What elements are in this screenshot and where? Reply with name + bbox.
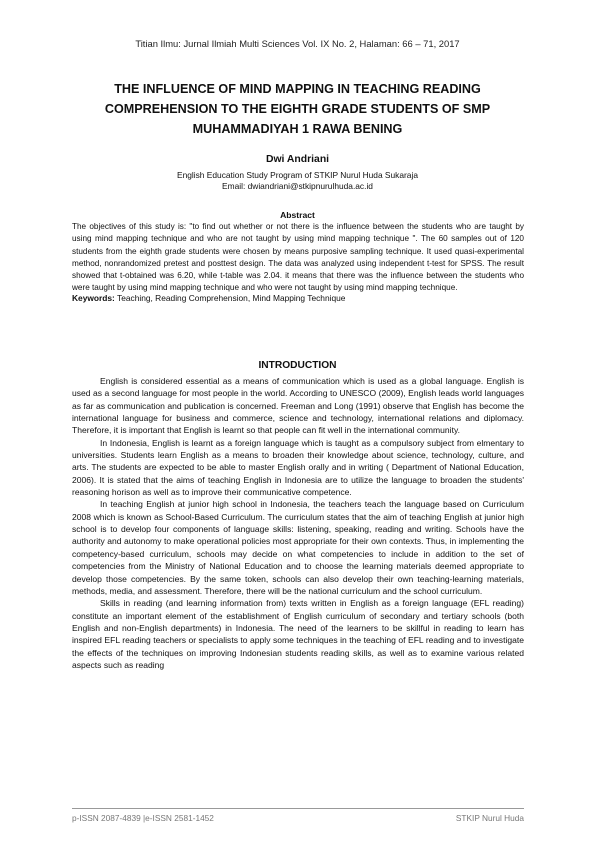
author-email: Email: dwiandriani@stkipnurulhuda.ac.id	[222, 181, 373, 191]
body-text	[72, 375, 524, 671]
body-paragraph: In teaching English at junior high school in Indonesia, the teachers teach the language based on Curriculum 2008 which is known as School-Based Curriculum. The curriculum states that the aim of teaching English at junior high school is to develop four components of language skills: listening, speaking, reading and writing. Schools have the authority and autonomy to make operational policies most appropriate for their own contexts. Thus, in implementing the competency-based curriculum, schools may decide on what competencies to include in addition to the set of competencies from the Ministry of National Education and to choose the learning materials deemed appropriate to develop those competencies. By the same token, schools can also develop their own teaching-learning materials, methods, media, and assessment. Therefore, there will be the national curriculum and the school curriculum.	[72, 499, 524, 596]
footer-publisher: STKIP Nurul Huda	[455, 813, 524, 823]
title-line: COMPREHENSION TO THE EIGHTH GRADE STUDENTS OF SMP	[104, 102, 491, 116]
affiliation-text: English Education Study Program of STKIP Nurul Huda Sukaraja	[177, 170, 418, 180]
keywords	[72, 293, 524, 303]
footer-issn: p-ISSN 2087-4839 |e-ISSN 2581-1452	[72, 813, 214, 823]
body-paragraph: Skills in reading (and learning information from) texts written in English as a foreign language (EFL reading) constitute an important element of the establishment of English curriculum of secondary and tertiary schools (both English and non-English departments) in Indonesia. The need of the learners to be skillful in reading to learn has inspired EFL reading teachers or specialists to apply some techniques in the teaching of EFL reading and to investigate the effects of the techniques on improving Indonesian students reading skills, as well as to examine various related aspects such as reading	[72, 598, 524, 670]
keywords-text: Teaching, Reading Comprehension, Mind Mapping Technique	[114, 293, 346, 303]
section-heading-introduction: INTRODUCTION	[258, 360, 337, 371]
abstract-text: The objectives of this study is: "to find out whether or not there is the influence between the students who are taught by using mind mapping technique and who are not taught by using mind mapping technique ". The 60 samples out of 120 students from the eighth grade students were chosen by means purposive sampling technique. It used quasi-experimental method, nonrandomized pretest and posttest design. The data was analyzed using independent t-test for SPSS. The result showed that t-obtained was 6.20, while t-table was 2.04. it means that there was the influence between the students who were taught by using mind mapping technique and who were not taught by using mind mapping technique.	[72, 222, 524, 293]
author-name: Dwi Andriani	[265, 154, 330, 165]
body-paragraph: English is considered essential as a means of communication which is used as a global language. English is used as a second language for most people in the world. According to UNESCO (2009), English leads world languages as far as communication and publication is concerned. Freeman and Long (1991) observe that English has become the international language for business and commerce, science and technology, international relations and diplomacy. Therefore, it is important that English is learnt so that people can fit well in the international community.	[72, 376, 524, 436]
body-paragraph: In Indonesia, English is learnt as a foreign language which is taught as a compulsory subject from elmentary to universities. Students learn English as a means to broaden their knowledge about science, technology, culture, and arts. The students are expected to be able to master English orally and in writing ( Department of National Education, 2006). It is stated that the aims of teaching English in Indonesia are to utilize the language to broaden the students' reasoning horison as well as to improve their communicative competence.	[72, 437, 524, 498]
running-head: Titian Ilmu: Jurnal Ilmiah Multi Sciences Vol. IX No. 2, Halaman: 66 – 71, 2017	[135, 38, 460, 49]
keywords-label: Keywords:	[72, 293, 115, 303]
title-line: MUHAMMADIYAH 1 RAWA BENING	[192, 122, 403, 136]
title-line: THE INFLUENCE OF MIND MAPPING IN TEACHING READING	[114, 82, 481, 96]
abstract-heading: Abstract	[280, 210, 315, 220]
page-footer	[72, 808, 524, 823]
article-title	[60, 79, 535, 139]
author-affiliation	[0, 170, 595, 192]
